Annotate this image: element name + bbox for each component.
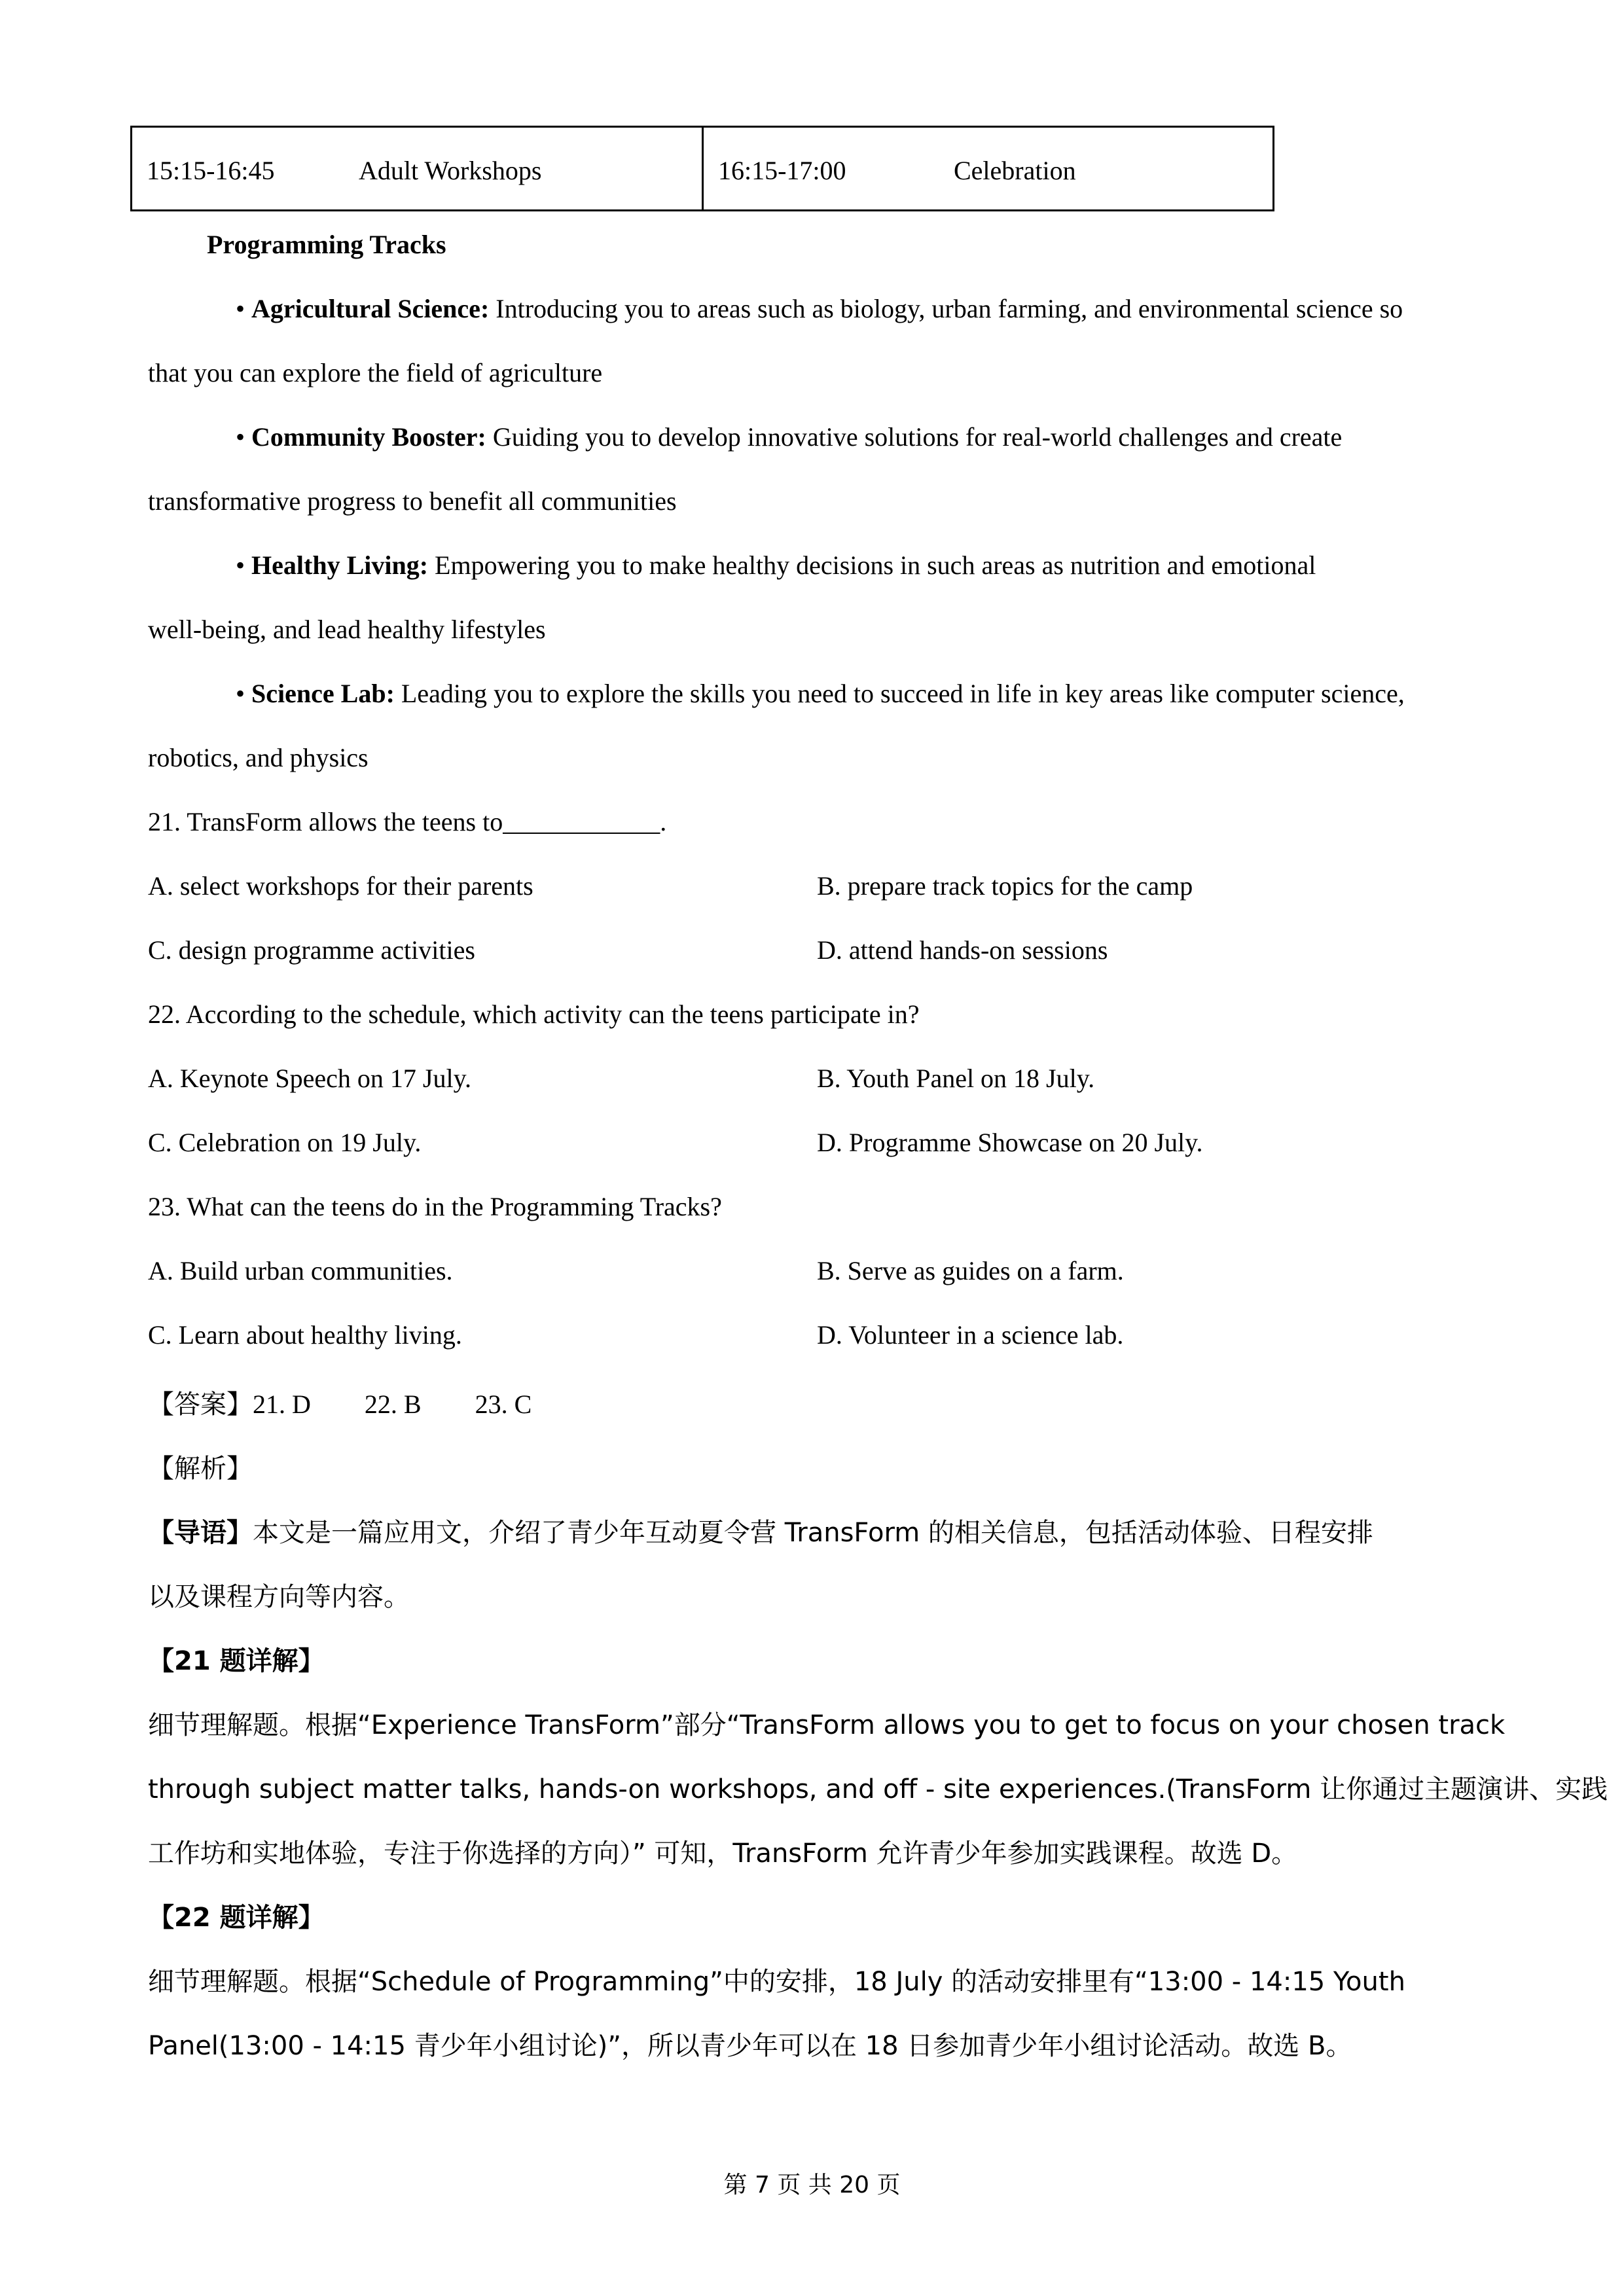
question-stem: 21. TransForm allows the teens to____________. <box>148 807 667 836</box>
option-d: D. attend hands-on sessions <box>817 935 1108 965</box>
q22-detail-label: 【22 题详解】 <box>148 1903 325 1933</box>
schedule-event-2: Celebration <box>954 156 1076 185</box>
track-title: Agricultural Science: <box>251 294 496 323</box>
option-b: B. prepare track topics for the camp <box>817 871 1193 901</box>
track-desc-cont: transformative progress to benefit all communities <box>148 486 677 516</box>
option-a: A. Keynote Speech on 17 July. <box>148 1064 471 1093</box>
intro-line <box>148 1512 1373 1549</box>
option-c: C. Celebration on 19 July. <box>148 1128 422 1157</box>
intro-label: 【导语】 <box>148 1518 253 1548</box>
bullet: • <box>236 679 252 708</box>
track-title: Science Lab: <box>251 679 401 708</box>
q21-detail-text: through subject matter talks, hands-on workshops, and off - site experiences.(TransForm 让你通过主题演讲、实践 <box>148 1774 1608 1804</box>
track-item <box>236 422 1342 452</box>
question-stem: 23. What can the teens do in the Programming Tracks? <box>148 1192 722 1221</box>
track-desc: Leading you to explore the skills you need to succeed in life in key areas like computer science, <box>401 679 1405 708</box>
answer-21: 21. D <box>253 1390 311 1419</box>
bullet: • <box>236 550 252 580</box>
option-d: D. Volunteer in a science lab. <box>817 1320 1124 1350</box>
track-item <box>236 293 1403 324</box>
bullet: • <box>236 422 252 452</box>
track-item <box>236 678 1405 709</box>
answer-23: 23. C <box>475 1390 532 1419</box>
page-footer: 第 7 页 共 20 页 <box>723 2172 901 2198</box>
schedule-time-2: 16:15-17:00 <box>718 156 846 185</box>
q21-detail-text: 细节理解题。根据“Experience TransForm”部分“TransForm allows you to get to focus on your chosen track <box>148 1710 1506 1740</box>
answer-label: 【答案】 <box>148 1390 253 1420</box>
intro-text: 本文是一篇应用文，介绍了青少年互动夏令营 TransForm 的相关信息，包括活动体验、日程安排 <box>253 1518 1373 1548</box>
track-title: Community Booster: <box>251 422 493 452</box>
option-a: A. Build urban communities. <box>148 1256 453 1285</box>
intro-text-cont: 以及课程方向等内容。 <box>148 1582 410 1612</box>
schedule-time-1: 15:15-16:45 <box>147 156 275 185</box>
track-desc: Introducing you to areas such as biology, urban farming, and environmental science so <box>496 294 1403 323</box>
option-d: D. Programme Showcase on 20 July. <box>817 1128 1203 1157</box>
q21-detail-label: 【21 题详解】 <box>148 1646 325 1676</box>
answer-line <box>148 1384 532 1421</box>
bullet: • <box>236 294 252 323</box>
q21-detail-text: 工作坊和实地体验，专注于你选择的方向）” 可知，TransForm 允许青少年参加实践课程。故选 D。 <box>148 1839 1298 1869</box>
question-stem: 22. According to the schedule, which activity can the teens participate in? <box>148 999 920 1029</box>
track-desc: Empowering you to make healthy decisions in such areas as nutrition and emotional <box>435 550 1316 580</box>
track-item <box>236 550 1316 581</box>
q22-detail-text: Panel(13:00 - 14:15 青少年小组讨论)”，所以青少年可以在 18 日参加青少年小组讨论活动。故选 B。 <box>148 2031 1352 2061</box>
option-b: B. Youth Panel on 18 July. <box>817 1064 1095 1093</box>
q22-detail-text: 细节理解题。根据“Schedule of Programming”中的安排，18 July 的活动安排里有“13:00 - 14:15 Youth <box>148 1967 1405 1997</box>
option-c: C. Learn about healthy living. <box>148 1320 462 1350</box>
track-desc-cont: well-being, and lead healthy lifestyles <box>148 615 546 644</box>
option-b: B. Serve as guides on a farm. <box>817 1256 1124 1285</box>
option-c: C. design programme activities <box>148 935 475 965</box>
answer-22: 22. B <box>364 1390 422 1419</box>
analysis-label: 【解析】 <box>148 1454 253 1484</box>
tracks-heading: Programming Tracks <box>207 230 446 259</box>
track-desc-cont: that you can explore the field of agriculture <box>148 358 603 387</box>
option-a: A. select workshops for their parents <box>148 871 533 901</box>
table-divider <box>702 128 704 209</box>
schedule-event-1: Adult Workshops <box>359 156 542 185</box>
schedule-table <box>130 126 1274 211</box>
track-desc-cont: robotics, and physics <box>148 743 369 772</box>
track-title: Healthy Living: <box>251 550 435 580</box>
track-desc: Guiding you to develop innovative solutions for real-world challenges and create <box>492 422 1343 452</box>
